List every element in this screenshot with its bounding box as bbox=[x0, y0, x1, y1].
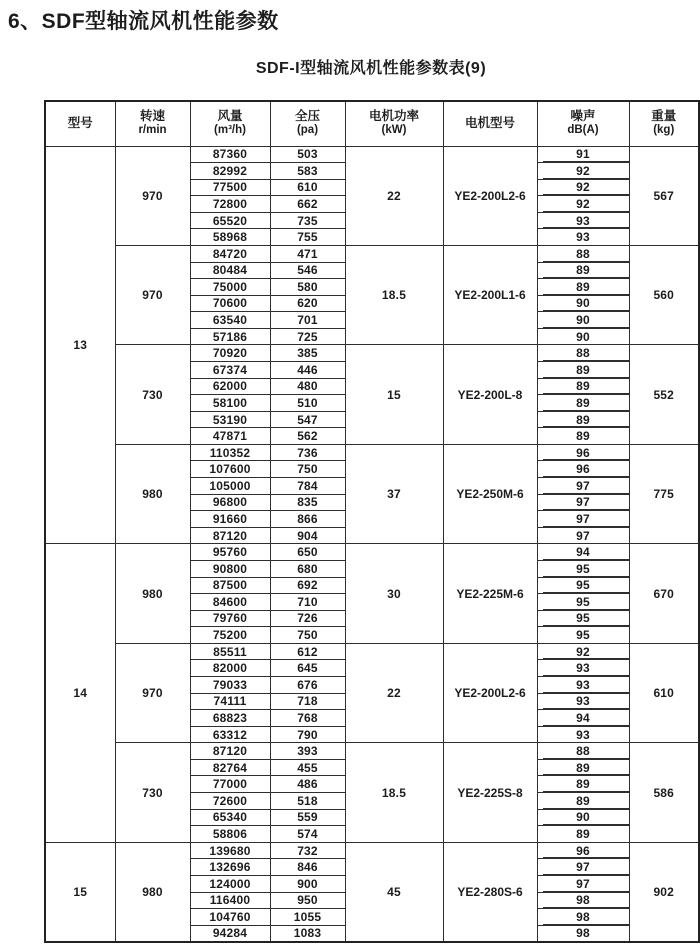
flow-cell: 57186 bbox=[190, 328, 270, 345]
weight-cell: 775 bbox=[629, 444, 699, 543]
pressure-cell: 950 bbox=[270, 892, 345, 909]
motor-cell: YE2-200L2-6 bbox=[443, 643, 537, 742]
speed-cell: 970 bbox=[115, 643, 190, 742]
noise-cell: 88 bbox=[537, 743, 629, 760]
noise-cell: 92 bbox=[537, 179, 629, 196]
noise-cell: 92 bbox=[537, 643, 629, 660]
flow-cell: 53190 bbox=[190, 411, 270, 428]
noise-cell: 89 bbox=[537, 362, 629, 379]
pressure-cell: 583 bbox=[270, 163, 345, 180]
flow-cell: 75000 bbox=[190, 279, 270, 296]
flow-cell: 85511 bbox=[190, 643, 270, 660]
pressure-cell: 480 bbox=[270, 378, 345, 395]
flow-cell: 82764 bbox=[190, 759, 270, 776]
noise-cell: 89 bbox=[537, 262, 629, 279]
noise-cell: 94 bbox=[537, 710, 629, 727]
table-row bbox=[45, 146, 699, 163]
power-cell: 22 bbox=[345, 146, 443, 245]
pressure-cell: 846 bbox=[270, 859, 345, 876]
noise-cell: 89 bbox=[537, 759, 629, 776]
noise-cell: 95 bbox=[537, 627, 629, 644]
table-row bbox=[45, 743, 699, 760]
speed-cell: 730 bbox=[115, 743, 190, 842]
pressure-cell: 676 bbox=[270, 677, 345, 694]
pressure-cell: 790 bbox=[270, 726, 345, 743]
flow-cell: 94284 bbox=[190, 925, 270, 942]
noise-cell: 95 bbox=[537, 610, 629, 627]
noise-cell: 94 bbox=[537, 544, 629, 561]
weight-cell: 552 bbox=[629, 345, 699, 444]
col-header-motor bbox=[443, 101, 537, 146]
noise-cell: 96 bbox=[537, 444, 629, 461]
flow-cell: 77500 bbox=[190, 179, 270, 196]
noise-cell: 93 bbox=[537, 726, 629, 743]
table-row bbox=[45, 345, 699, 362]
weight-cell: 670 bbox=[629, 544, 699, 643]
pressure-cell: 1055 bbox=[270, 909, 345, 926]
table-header-row bbox=[45, 101, 699, 146]
flow-cell: 95760 bbox=[190, 544, 270, 561]
flow-cell: 104760 bbox=[190, 909, 270, 926]
flow-cell: 63540 bbox=[190, 312, 270, 329]
pressure-cell: 735 bbox=[270, 212, 345, 229]
col-header-flow-label: 风量 bbox=[217, 109, 243, 124]
flow-cell: 96800 bbox=[190, 494, 270, 511]
flow-cell: 116400 bbox=[190, 892, 270, 909]
table-row bbox=[45, 245, 699, 262]
power-cell: 30 bbox=[345, 544, 443, 643]
noise-cell: 93 bbox=[537, 212, 629, 229]
pressure-cell: 645 bbox=[270, 660, 345, 677]
col-header-noise bbox=[537, 101, 629, 146]
noise-cell: 97 bbox=[537, 527, 629, 544]
flow-cell: 70600 bbox=[190, 295, 270, 312]
speed-cell: 970 bbox=[115, 146, 190, 245]
table-row bbox=[45, 842, 699, 859]
noise-cell: 92 bbox=[537, 163, 629, 180]
speed-cell: 980 bbox=[115, 444, 190, 543]
noise-cell: 98 bbox=[537, 892, 629, 909]
motor-cell: YE2-280S-6 bbox=[443, 842, 537, 941]
noise-cell: 95 bbox=[537, 577, 629, 594]
flow-cell: 70920 bbox=[190, 345, 270, 362]
col-header-flow-unit: (m³/h) bbox=[214, 124, 246, 137]
col-header-weight bbox=[629, 101, 699, 146]
flow-cell: 80484 bbox=[190, 262, 270, 279]
flow-cell: 105000 bbox=[190, 478, 270, 495]
noise-cell: 90 bbox=[537, 328, 629, 345]
pressure-cell: 547 bbox=[270, 411, 345, 428]
model-cell: 14 bbox=[45, 544, 115, 842]
power-cell: 37 bbox=[345, 444, 443, 543]
flow-cell: 58100 bbox=[190, 395, 270, 412]
noise-cell: 93 bbox=[537, 229, 629, 246]
col-header-pressure-label: 全压 bbox=[294, 109, 320, 124]
col-header-weight-unit: (kg) bbox=[653, 124, 675, 137]
pressure-cell: 662 bbox=[270, 196, 345, 213]
flow-cell: 58968 bbox=[190, 229, 270, 246]
noise-cell: 90 bbox=[537, 809, 629, 826]
pressure-cell: 510 bbox=[270, 395, 345, 412]
flow-cell: 82992 bbox=[190, 163, 270, 180]
flow-cell: 72800 bbox=[190, 196, 270, 213]
noise-cell: 88 bbox=[537, 345, 629, 362]
noise-cell: 93 bbox=[537, 660, 629, 677]
flow-cell: 79033 bbox=[190, 677, 270, 694]
flow-cell: 77000 bbox=[190, 776, 270, 793]
table-row bbox=[45, 544, 699, 561]
flow-cell: 63312 bbox=[190, 726, 270, 743]
pressure-cell: 866 bbox=[270, 511, 345, 528]
pressure-cell: 393 bbox=[270, 743, 345, 760]
power-cell: 18.5 bbox=[345, 245, 443, 344]
pressure-cell: 725 bbox=[270, 328, 345, 345]
page-subtitle: SDF-I型轴流风机性能参数表(9) bbox=[255, 60, 487, 77]
pressure-cell: 385 bbox=[270, 345, 345, 362]
noise-cell: 96 bbox=[537, 461, 629, 478]
pressure-cell: 486 bbox=[270, 776, 345, 793]
speed-cell: 980 bbox=[115, 544, 190, 643]
power-cell: 18.5 bbox=[345, 743, 443, 842]
flow-cell: 82000 bbox=[190, 660, 270, 677]
power-cell: 15 bbox=[345, 345, 443, 444]
motor-cell: YE2-200L-8 bbox=[443, 345, 537, 444]
noise-cell: 89 bbox=[537, 826, 629, 843]
speed-cell: 970 bbox=[115, 245, 190, 344]
col-header-flow bbox=[190, 101, 270, 146]
power-cell: 45 bbox=[345, 842, 443, 941]
flow-cell: 107600 bbox=[190, 461, 270, 478]
pressure-cell: 750 bbox=[270, 627, 345, 644]
pressure-cell: 692 bbox=[270, 577, 345, 594]
flow-cell: 65340 bbox=[190, 809, 270, 826]
pressure-cell: 718 bbox=[270, 693, 345, 710]
fan-parameters-table-wrapper bbox=[44, 100, 698, 941]
motor-cell: YE2-225M-6 bbox=[443, 544, 537, 643]
motor-cell: YE2-250M-6 bbox=[443, 444, 537, 543]
col-header-noise-label: 噪声 bbox=[570, 109, 596, 124]
noise-cell: 89 bbox=[537, 793, 629, 810]
pressure-cell: 580 bbox=[270, 279, 345, 296]
motor-cell: YE2-225S-8 bbox=[443, 743, 537, 842]
flow-cell: 72600 bbox=[190, 793, 270, 810]
col-header-model-label: 型号 bbox=[67, 116, 93, 131]
table-row bbox=[45, 444, 699, 461]
flow-cell: 124000 bbox=[190, 875, 270, 892]
flow-cell: 47871 bbox=[190, 428, 270, 445]
noise-cell: 97 bbox=[537, 494, 629, 511]
noise-cell: 97 bbox=[537, 875, 629, 892]
flow-cell: 74111 bbox=[190, 693, 270, 710]
motor-cell: YE2-200L1-6 bbox=[443, 245, 537, 344]
speed-cell: 980 bbox=[115, 842, 190, 941]
col-header-pressure-unit: (pa) bbox=[296, 124, 319, 137]
col-header-power-label: 电机功率 bbox=[368, 109, 419, 124]
flow-cell: 87120 bbox=[190, 743, 270, 760]
weight-cell: 902 bbox=[629, 842, 699, 941]
noise-cell: 90 bbox=[537, 312, 629, 329]
noise-cell: 89 bbox=[537, 428, 629, 445]
col-header-motor-label: 电机型号 bbox=[464, 116, 515, 131]
pressure-cell: 610 bbox=[270, 179, 345, 196]
noise-cell: 97 bbox=[537, 859, 629, 876]
col-header-speed-label: 转速 bbox=[139, 109, 165, 124]
speed-cell: 730 bbox=[115, 345, 190, 444]
pressure-cell: 574 bbox=[270, 826, 345, 843]
flow-cell: 68823 bbox=[190, 710, 270, 727]
fan-parameters-table bbox=[44, 100, 700, 943]
power-cell: 22 bbox=[345, 643, 443, 742]
noise-cell: 95 bbox=[537, 560, 629, 577]
flow-cell: 91660 bbox=[190, 511, 270, 528]
weight-cell: 560 bbox=[629, 245, 699, 344]
flow-cell: 79760 bbox=[190, 610, 270, 627]
col-header-weight-label: 重量 bbox=[651, 109, 677, 124]
flow-cell: 90800 bbox=[190, 560, 270, 577]
col-header-noise-unit: dB(A) bbox=[567, 124, 599, 137]
noise-cell: 96 bbox=[537, 842, 629, 859]
pressure-cell: 620 bbox=[270, 295, 345, 312]
flow-cell: 84720 bbox=[190, 245, 270, 262]
flow-cell: 87500 bbox=[190, 577, 270, 594]
pressure-cell: 768 bbox=[270, 710, 345, 727]
pressure-cell: 750 bbox=[270, 461, 345, 478]
noise-cell: 89 bbox=[537, 411, 629, 428]
pressure-cell: 755 bbox=[270, 229, 345, 246]
pressure-cell: 701 bbox=[270, 312, 345, 329]
noise-cell: 93 bbox=[537, 677, 629, 694]
pressure-cell: 732 bbox=[270, 842, 345, 859]
page-title: 6、SDF型轴流风机性能参数 bbox=[8, 10, 279, 33]
flow-cell: 65520 bbox=[190, 212, 270, 229]
flow-cell: 139680 bbox=[190, 842, 270, 859]
pressure-cell: 503 bbox=[270, 146, 345, 163]
pressure-cell: 518 bbox=[270, 793, 345, 810]
pressure-cell: 736 bbox=[270, 444, 345, 461]
table-row bbox=[45, 643, 699, 660]
weight-cell: 610 bbox=[629, 643, 699, 742]
pressure-cell: 650 bbox=[270, 544, 345, 561]
col-header-pressure bbox=[270, 101, 345, 146]
pressure-cell: 455 bbox=[270, 759, 345, 776]
pressure-cell: 710 bbox=[270, 594, 345, 611]
noise-cell: 91 bbox=[537, 146, 629, 163]
col-header-speed-unit: r/min bbox=[138, 124, 167, 137]
flow-cell: 87360 bbox=[190, 146, 270, 163]
noise-cell: 93 bbox=[537, 693, 629, 710]
noise-cell: 92 bbox=[537, 196, 629, 213]
noise-cell: 95 bbox=[537, 594, 629, 611]
col-header-speed bbox=[115, 101, 190, 146]
pressure-cell: 680 bbox=[270, 560, 345, 577]
noise-cell: 88 bbox=[537, 245, 629, 262]
motor-cell: YE2-200L2-6 bbox=[443, 146, 537, 245]
pressure-cell: 835 bbox=[270, 494, 345, 511]
col-header-power-unit: (kW) bbox=[381, 124, 407, 137]
pressure-cell: 612 bbox=[270, 643, 345, 660]
weight-cell: 567 bbox=[629, 146, 699, 245]
pressure-cell: 471 bbox=[270, 245, 345, 262]
flow-cell: 62000 bbox=[190, 378, 270, 395]
flow-cell: 132696 bbox=[190, 859, 270, 876]
pressure-cell: 562 bbox=[270, 428, 345, 445]
flow-cell: 58806 bbox=[190, 826, 270, 843]
table-body bbox=[45, 146, 699, 942]
noise-cell: 89 bbox=[537, 279, 629, 296]
model-cell: 15 bbox=[45, 842, 115, 941]
flow-cell: 87120 bbox=[190, 527, 270, 544]
flow-cell: 75200 bbox=[190, 627, 270, 644]
noise-cell: 89 bbox=[537, 378, 629, 395]
pressure-cell: 784 bbox=[270, 478, 345, 495]
noise-cell: 97 bbox=[537, 511, 629, 528]
flow-cell: 110352 bbox=[190, 444, 270, 461]
pressure-cell: 1083 bbox=[270, 925, 345, 942]
model-cell: 13 bbox=[45, 146, 115, 544]
col-header-power bbox=[345, 101, 443, 146]
noise-cell: 89 bbox=[537, 395, 629, 412]
flow-cell: 67374 bbox=[190, 362, 270, 379]
pressure-cell: 904 bbox=[270, 527, 345, 544]
noise-cell: 97 bbox=[537, 478, 629, 495]
pressure-cell: 559 bbox=[270, 809, 345, 826]
col-header-model bbox=[45, 101, 115, 146]
noise-cell: 90 bbox=[537, 295, 629, 312]
noise-cell: 98 bbox=[537, 909, 629, 926]
weight-cell: 586 bbox=[629, 743, 699, 842]
pressure-cell: 900 bbox=[270, 875, 345, 892]
noise-cell: 89 bbox=[537, 776, 629, 793]
flow-cell: 84600 bbox=[190, 594, 270, 611]
pressure-cell: 726 bbox=[270, 610, 345, 627]
pressure-cell: 446 bbox=[270, 362, 345, 379]
noise-cell: 98 bbox=[537, 925, 629, 942]
pressure-cell: 546 bbox=[270, 262, 345, 279]
